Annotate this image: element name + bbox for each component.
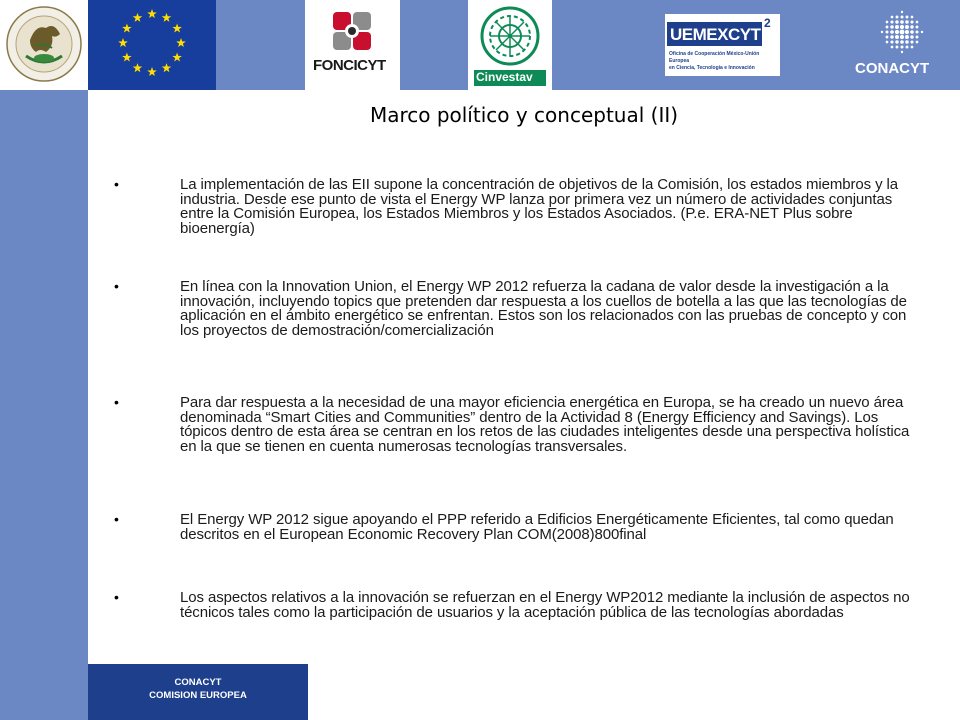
conacyt-dot <box>891 16 894 19</box>
mexico-seal-logo <box>0 0 88 90</box>
logo-header <box>0 0 960 90</box>
conacyt-dot <box>886 41 889 44</box>
conacyt-dot <box>916 26 919 29</box>
conacyt-dot <box>916 21 919 24</box>
conacyt-dot <box>886 26 889 29</box>
conacyt-dot <box>895 25 899 29</box>
conacyt-logo <box>845 0 960 90</box>
conacyt-dot <box>916 31 919 34</box>
eu-star-icon <box>172 53 182 62</box>
bullet-text: En línea con la Innovation Union, el Energy WP 2012 refuerza la cadana de valor desde la investigación a la innovación, incluyendo topics que pretenden dar respuesta a los cuellos de botella a las que las tecnologías de aplicación en el ámbito energético se enfrentan. Estos son los relacionados con las pruebas de concepto y con los proyectos de demostración/comercialización <box>180 278 907 339</box>
uemexcyt-subtitle <box>669 51 779 72</box>
conacyt-dot <box>901 46 904 49</box>
uemexcyt-subtitle-line2: en Ciencia, Tecnología e Innovación <box>669 65 755 71</box>
conacyt-dot <box>890 25 893 28</box>
conacyt-dot <box>886 36 889 39</box>
conacyt-dot <box>905 40 908 43</box>
foncicyt-icon <box>305 0 400 90</box>
slide-title: Marco político y conceptual (II) <box>369 103 679 127</box>
conacyt-dot <box>916 36 919 39</box>
eu-flag-icon <box>88 0 216 90</box>
bullet-dot-icon: • <box>114 176 119 192</box>
conacyt-dot <box>911 46 914 49</box>
eu-star-icon <box>162 63 172 72</box>
uemexcyt-superscript: 2 <box>764 16 771 30</box>
conacyt-wordmark: CONACYT <box>855 60 930 77</box>
eu-star-icon <box>147 9 157 18</box>
conacyt-dot <box>890 35 893 38</box>
conacyt-dot <box>910 35 913 38</box>
bullet-text: Para dar respuesta a la necesidad de una mayor eficiencia energética en Europa, se ha creado un nuevo área denominada “Smart Cities and Communities” dentro de la Actividad 8 (Energy Efficiency and Savings). Los tópicos dentro de esta área se centran en los retos de las ciudades inteligentes desde una perspectiva holística en la que se tienen en cuenta numerosas tecnologías transversales. <box>180 394 910 455</box>
conacyt-dot <box>900 35 904 39</box>
bullet-dot-icon: • <box>114 511 119 527</box>
uemexcyt-logo <box>665 0 780 90</box>
bullet-dot-icon: • <box>114 278 119 294</box>
conacyt-dot <box>910 25 913 28</box>
conacyt-dot <box>886 21 889 24</box>
conacyt-dot <box>895 40 898 43</box>
conacyt-dot <box>881 31 883 33</box>
mexico-seal-icon <box>0 0 88 90</box>
conacyt-dot <box>911 16 914 19</box>
eu-star-icon <box>122 53 132 62</box>
bullet-dot-icon: • <box>114 394 119 410</box>
cinvestav-wordmark: Cinvestav <box>476 70 533 84</box>
eu-star-icon <box>133 63 143 72</box>
eu-flag-logo <box>88 0 216 90</box>
conacyt-dot <box>896 46 899 49</box>
conacyt-dot <box>890 40 893 43</box>
conacyt-dot <box>905 25 909 29</box>
conacyt-dot <box>906 46 909 49</box>
conacyt-dot <box>886 31 889 34</box>
conacyt-dot <box>901 16 904 19</box>
bullet-text: Los aspectos relativos a la innovación se refuerzan en el Energy WP2012 mediante la inclusión de aspectos no técnicos tales como la participación de usuarios y la aceptación pública de las tecnologías abordadas <box>180 589 910 621</box>
conacyt-dot <box>910 30 914 34</box>
conacyt-dot <box>900 20 904 24</box>
conacyt-dot <box>900 30 905 35</box>
conacyt-dot <box>905 35 909 39</box>
left-decorative-band <box>0 90 88 720</box>
bullet-dot-icon: • <box>114 589 119 605</box>
conacyt-dot <box>895 30 899 34</box>
conacyt-dot <box>910 20 913 23</box>
conacyt-dot <box>891 46 894 49</box>
uemexcyt-subtitle-line1: Oficina de Cooperación México-Unión Europea <box>669 51 760 64</box>
conacyt-dot <box>896 16 899 19</box>
conacyt-dot <box>901 51 903 53</box>
conacyt-dot <box>890 20 893 23</box>
conacyt-dot <box>910 40 913 43</box>
eu-star-icon <box>147 67 157 76</box>
conacyt-dot <box>916 41 919 44</box>
footer-box <box>88 664 308 720</box>
conacyt-dot <box>890 30 894 34</box>
eu-star-icon <box>172 24 182 33</box>
bullet-text: La implementación de las EII supone la concentración de objetivos de la Comisión, los estados miembros y la industria. Desde ese punto de vista el Energy WP lanza por primera vez un número de actividades conjuntas entre la Comisión Europea, los Estados Miembros y los Estados Asociados. (P.e. ERA-NET Plus sobre bioenergía) <box>180 176 899 237</box>
footer-line-2: COMISION EUROPEA <box>149 690 247 701</box>
footer-line-1: CONACYT <box>174 677 222 688</box>
conacyt-dot <box>895 35 899 39</box>
conacyt-dot <box>921 31 923 33</box>
conacyt-dot <box>905 30 909 34</box>
foncicyt-logo <box>305 0 400 90</box>
eu-star-icon <box>176 38 186 47</box>
conacyt-dot <box>906 16 909 19</box>
cinvestav-logo <box>468 0 552 90</box>
eu-star-icon <box>118 38 128 47</box>
conacyt-dot <box>900 25 904 29</box>
eu-star-icon <box>122 24 132 33</box>
eu-star-icon <box>133 13 143 22</box>
conacyt-dot <box>900 40 904 44</box>
conacyt-dot <box>895 20 898 23</box>
foncicyt-wordmark: FONCICYT <box>313 57 386 74</box>
uemexcyt-wordmark: UEMEXCYT <box>670 25 761 44</box>
bullet-text: El Energy WP 2012 sigue apoyando el PPP referido a Edificios Energéticamente Eficientes, tal como quedan descritos en el European Economic Recovery Plan COM(2008)800final <box>180 511 894 543</box>
eu-star-icon <box>162 13 172 22</box>
conacyt-dot <box>905 20 908 23</box>
conacyt-dot <box>901 11 903 13</box>
